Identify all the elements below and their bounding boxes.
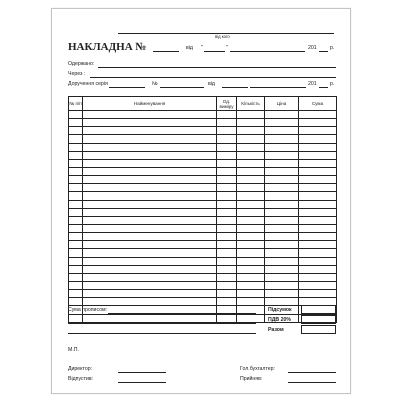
table-cell[interactable] (237, 192, 265, 200)
table-cell[interactable] (83, 281, 217, 289)
table-cell[interactable] (237, 273, 265, 281)
attorney-day-line[interactable] (222, 87, 248, 88)
table-row (69, 151, 337, 159)
table-cell[interactable] (217, 159, 237, 167)
director-label: Директор: (68, 366, 93, 372)
table-cell[interactable] (265, 176, 299, 184)
table-cell[interactable] (299, 127, 337, 135)
sum-in-words-line-1[interactable] (108, 313, 256, 314)
table-cell[interactable] (83, 111, 217, 119)
table-row (69, 127, 337, 135)
table-cell[interactable] (69, 184, 83, 192)
table-cell[interactable] (299, 192, 337, 200)
table-row (69, 249, 337, 257)
table-header-row (69, 97, 337, 111)
table-cell[interactable] (217, 111, 237, 119)
table-cell[interactable] (299, 216, 337, 224)
director-signature-line[interactable] (118, 372, 166, 373)
table-cell[interactable] (237, 257, 265, 265)
vat-label: ПДВ 20% (268, 317, 291, 323)
total-box[interactable] (301, 325, 336, 334)
table-cell[interactable] (299, 184, 337, 192)
table-cell[interactable] (217, 200, 237, 208)
invoice-title: НАКЛАДНА № (68, 41, 147, 53)
table-cell[interactable] (83, 119, 217, 127)
table-cell[interactable] (237, 314, 265, 322)
table-cell[interactable] (299, 151, 337, 159)
chief-accountant-label: Гол.бухгалтер: (240, 366, 275, 372)
attorney-year-line[interactable] (319, 87, 328, 88)
column-header-quantity: Кількість (237, 97, 265, 111)
table-cell[interactable] (265, 233, 299, 241)
number-label: № (152, 81, 158, 87)
table-cell[interactable] (69, 135, 83, 143)
table-cell[interactable] (69, 314, 83, 322)
table-cell[interactable] (217, 233, 237, 241)
table-cell[interactable] (299, 257, 337, 265)
table-cell[interactable] (69, 224, 83, 232)
table-cell[interactable] (69, 249, 83, 257)
table-cell[interactable] (217, 290, 237, 298)
table-cell[interactable] (83, 298, 217, 306)
table-cell[interactable] (83, 176, 217, 184)
sum-in-words-label: Сума прописом: (68, 307, 108, 313)
table-cell[interactable] (83, 143, 217, 151)
table-cell[interactable] (299, 200, 337, 208)
table-row (69, 167, 337, 175)
table-cell[interactable] (299, 167, 337, 175)
sum-in-words-line-2[interactable] (68, 323, 256, 324)
table-cell[interactable] (69, 273, 83, 281)
table-row (69, 111, 337, 119)
sum-in-words-line-3[interactable] (68, 333, 256, 334)
table-cell[interactable] (299, 111, 337, 119)
subtotal-label: Підсумок (268, 307, 292, 313)
invoice-number-line (153, 51, 179, 52)
attorney-number-line[interactable] (160, 87, 204, 88)
attorney-date-prefix: від (208, 81, 215, 87)
items-table (68, 96, 337, 323)
table-cell[interactable] (299, 265, 337, 273)
table-cell[interactable] (217, 143, 237, 151)
table-cell[interactable] (299, 224, 337, 232)
table-cell[interactable] (299, 119, 337, 127)
table-cell[interactable] (217, 265, 237, 273)
table-row (69, 192, 337, 200)
table-cell[interactable] (217, 184, 237, 192)
table-cell[interactable] (265, 159, 299, 167)
table-cell[interactable] (69, 216, 83, 224)
table-cell[interactable] (217, 216, 237, 224)
table-cell[interactable] (237, 200, 265, 208)
table-cell[interactable] (237, 265, 265, 273)
table-row (69, 135, 337, 143)
table-cell[interactable] (299, 233, 337, 241)
table-cell[interactable] (217, 119, 237, 127)
table-cell[interactable] (217, 314, 237, 322)
table-row (69, 314, 337, 322)
from-whom-caption: від кого (215, 34, 230, 39)
table-cell[interactable] (69, 119, 83, 127)
issued-signature-line[interactable] (118, 382, 166, 383)
column-header-number: № п/п (69, 97, 83, 111)
table-cell[interactable] (237, 159, 265, 167)
table-cell[interactable] (69, 265, 83, 273)
table-cell[interactable] (237, 249, 265, 257)
attorney-year-prefix: 201 (308, 81, 317, 87)
table-cell[interactable] (265, 135, 299, 143)
day-quote-open: " (201, 45, 203, 51)
table-row (69, 176, 337, 184)
table-cell[interactable] (69, 281, 83, 289)
column-header-price: Ціна (265, 97, 299, 111)
table-cell[interactable] (265, 143, 299, 151)
table-cell[interactable] (237, 167, 265, 175)
table-cell[interactable] (69, 167, 83, 175)
table-cell[interactable] (83, 208, 217, 216)
table-row (69, 241, 337, 249)
table-cell[interactable] (237, 184, 265, 192)
subtotal-box[interactable] (301, 305, 336, 314)
table-cell[interactable] (217, 127, 237, 135)
power-of-attorney-label: Доручення серія (68, 81, 108, 87)
table-cell[interactable] (83, 314, 217, 322)
table-cell[interactable] (69, 151, 83, 159)
table-cell[interactable] (83, 241, 217, 249)
table-row (69, 273, 337, 281)
items-body (69, 111, 337, 323)
table-cell[interactable] (265, 151, 299, 159)
table-cell[interactable] (83, 233, 217, 241)
table-cell[interactable] (83, 216, 217, 224)
table-cell[interactable] (265, 273, 299, 281)
table-cell[interactable] (69, 233, 83, 241)
table-cell[interactable] (237, 176, 265, 184)
table-cell[interactable] (69, 159, 83, 167)
stamp-label: М.П. (68, 347, 79, 353)
table-cell[interactable] (83, 290, 217, 298)
table-cell[interactable] (265, 200, 299, 208)
table-cell[interactable] (83, 127, 217, 135)
table-cell[interactable] (265, 216, 299, 224)
table-cell[interactable] (69, 200, 83, 208)
day-quote-close: " (226, 45, 228, 51)
year-prefix: 201 (308, 45, 317, 51)
table-cell[interactable] (69, 176, 83, 184)
table-cell[interactable] (237, 143, 265, 151)
date-prefix: від (186, 45, 193, 51)
table-cell[interactable] (217, 273, 237, 281)
issued-label: Відпустив: (68, 376, 94, 382)
table-cell[interactable] (237, 151, 265, 159)
table-cell[interactable] (237, 298, 265, 306)
column-header-sum: Сума (299, 97, 337, 111)
table-cell[interactable] (299, 273, 337, 281)
table-cell[interactable] (237, 233, 265, 241)
table-cell[interactable] (237, 135, 265, 143)
table-cell[interactable] (265, 119, 299, 127)
table-cell[interactable] (265, 281, 299, 289)
table-cell[interactable] (83, 184, 217, 192)
table-cell[interactable] (299, 159, 337, 167)
table-cell[interactable] (83, 159, 217, 167)
table-row (69, 143, 337, 151)
day-line (204, 51, 225, 52)
table-cell[interactable] (237, 241, 265, 249)
table-cell[interactable] (265, 249, 299, 257)
table-cell[interactable] (265, 290, 299, 298)
table-cell[interactable] (83, 273, 217, 281)
total-label: Разом (268, 327, 284, 333)
table-cell[interactable] (265, 298, 299, 306)
table-cell[interactable] (265, 127, 299, 135)
received-line[interactable] (98, 67, 336, 68)
table-row (69, 208, 337, 216)
table-cell[interactable] (299, 135, 337, 143)
year-line (319, 51, 328, 52)
table-cell[interactable] (237, 208, 265, 216)
table-cell[interactable] (237, 224, 265, 232)
table-row (69, 233, 337, 241)
table-row (69, 281, 337, 289)
accepted-signature-line[interactable] (288, 382, 336, 383)
table-cell[interactable] (69, 208, 83, 216)
month-line (230, 51, 305, 52)
table-cell[interactable] (237, 111, 265, 119)
table-cell[interactable] (265, 208, 299, 216)
table-row (69, 265, 337, 273)
table-cell[interactable] (265, 192, 299, 200)
table-row (69, 200, 337, 208)
table-row (69, 119, 337, 127)
table-cell[interactable] (237, 119, 265, 127)
table-cell[interactable] (299, 281, 337, 289)
table-cell[interactable] (69, 143, 83, 151)
table-cell[interactable] (83, 151, 217, 159)
table-cell[interactable] (237, 216, 265, 224)
table-cell[interactable] (217, 167, 237, 175)
table-cell[interactable] (217, 249, 237, 257)
table-cell[interactable] (299, 290, 337, 298)
table-cell[interactable] (69, 298, 83, 306)
accepted-label: Прийняв: (240, 376, 263, 382)
table-cell[interactable] (69, 241, 83, 249)
table-cell[interactable] (265, 241, 299, 249)
column-header-name: Найменування (83, 97, 217, 111)
table-row (69, 257, 337, 265)
table-cell[interactable] (237, 127, 265, 135)
received-label: Одержано: (68, 61, 95, 67)
table-cell[interactable] (265, 111, 299, 119)
table-cell[interactable] (83, 192, 217, 200)
attorney-month-line[interactable] (250, 87, 306, 88)
table-cell[interactable] (69, 127, 83, 135)
table-cell[interactable] (265, 257, 299, 265)
table-cell[interactable] (299, 176, 337, 184)
table-cell[interactable] (217, 224, 237, 232)
table-cell[interactable] (69, 290, 83, 298)
table-cell[interactable] (83, 167, 217, 175)
table-cell[interactable] (69, 257, 83, 265)
table-cell[interactable] (217, 257, 237, 265)
table-cell[interactable] (83, 249, 217, 257)
table-cell[interactable] (299, 249, 337, 257)
table-row (69, 159, 337, 167)
via-label: Через : (68, 71, 86, 77)
table-row (69, 184, 337, 192)
table-row (69, 224, 337, 232)
series-line[interactable] (109, 87, 145, 88)
table-cell[interactable] (83, 265, 217, 273)
table-cell[interactable] (265, 167, 299, 175)
table-row (69, 290, 337, 298)
table-cell[interactable] (217, 298, 237, 306)
table-cell[interactable] (83, 135, 217, 143)
table-cell[interactable] (299, 143, 337, 151)
table-cell[interactable] (299, 241, 337, 249)
table-cell[interactable] (265, 265, 299, 273)
table-cell[interactable] (299, 208, 337, 216)
year-suffix: р. (330, 45, 335, 51)
table-cell[interactable] (83, 200, 217, 208)
table-row (69, 298, 337, 306)
invoice-sheet (51, 8, 351, 394)
table-cell[interactable] (237, 281, 265, 289)
table-cell[interactable] (83, 224, 217, 232)
table-cell[interactable] (69, 111, 83, 119)
vat-box[interactable] (301, 315, 336, 324)
column-header-unit: Од. виміру (217, 97, 237, 111)
table-cell[interactable] (265, 184, 299, 192)
attorney-year-suffix: р. (330, 81, 335, 87)
table-row (69, 216, 337, 224)
table-cell[interactable] (217, 241, 237, 249)
chief-accountant-signature-line[interactable] (288, 372, 336, 373)
table-cell[interactable] (217, 192, 237, 200)
table-cell[interactable] (217, 151, 237, 159)
table-cell[interactable] (83, 257, 217, 265)
table-cell[interactable] (237, 290, 265, 298)
table-cell[interactable] (69, 192, 83, 200)
table-cell[interactable] (217, 208, 237, 216)
via-line[interactable] (90, 77, 336, 78)
table-cell[interactable] (265, 224, 299, 232)
table-cell[interactable] (217, 176, 237, 184)
table-cell[interactable] (217, 135, 237, 143)
table-cell[interactable] (217, 281, 237, 289)
